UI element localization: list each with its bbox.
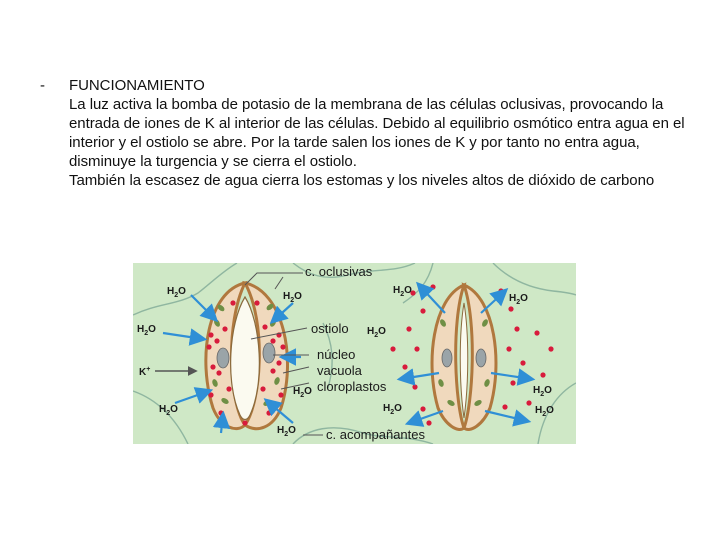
text-block (69, 76, 687, 190)
water-label: $H_2O$ (283, 291, 302, 304)
paragraph-2: También la escasez de agua cierra los estomas y los niveles altos de dióxido de carbono (69, 172, 655, 189)
water-label: $H_2O$ (137, 324, 156, 337)
water-label: $H_2O$ (167, 286, 186, 299)
label-cloroplastos: cloroplastos (317, 379, 387, 394)
label-oclusivas: c. oclusivas (305, 264, 373, 279)
water-label: $H_2O$ (367, 326, 386, 339)
water-label: $H_2O$ (509, 293, 528, 306)
label-acompanantes: c. acompañantes (326, 427, 426, 442)
water-label: $H_2O$ (293, 386, 312, 399)
water-label: $H_2O$ (535, 405, 554, 418)
water-label: $H_2O$ (533, 385, 552, 398)
water-label: $H_2O$ (383, 403, 402, 416)
paragraph-1: La luz activa la bomba de potasio de la membrana de las células oclusivas, provocando la entrada de iones de K al interior de las células. Debido al equilibrio osmótico entra agua en el interior y el ostiolo se abre. Por la tarde salen los iones de K y por tanto no entra agua, disminuye la turgencia y se cierra el ostiolo. (69, 96, 685, 170)
label-vacuola: vacuola (317, 363, 362, 378)
bullet-marker: - (40, 77, 45, 94)
right-guard-nucleus (263, 343, 275, 363)
left-guard-nucleus (217, 348, 229, 368)
water-label: $H_2O$ (159, 404, 178, 417)
heading: FUNCIONAMIENTO (69, 77, 205, 94)
label-ostiolo: ostiolo (311, 321, 349, 336)
closed-left-nucleus (442, 349, 452, 367)
closed-right-nucleus (476, 349, 486, 367)
stomata-diagram (133, 263, 576, 444)
stomata-figure (133, 263, 576, 444)
label-nucleo: núcleo (317, 347, 356, 362)
potassium-label: K+ (139, 366, 151, 378)
water-label: $H_2O$ (277, 425, 296, 438)
water-label: $H_2O$ (393, 285, 412, 298)
